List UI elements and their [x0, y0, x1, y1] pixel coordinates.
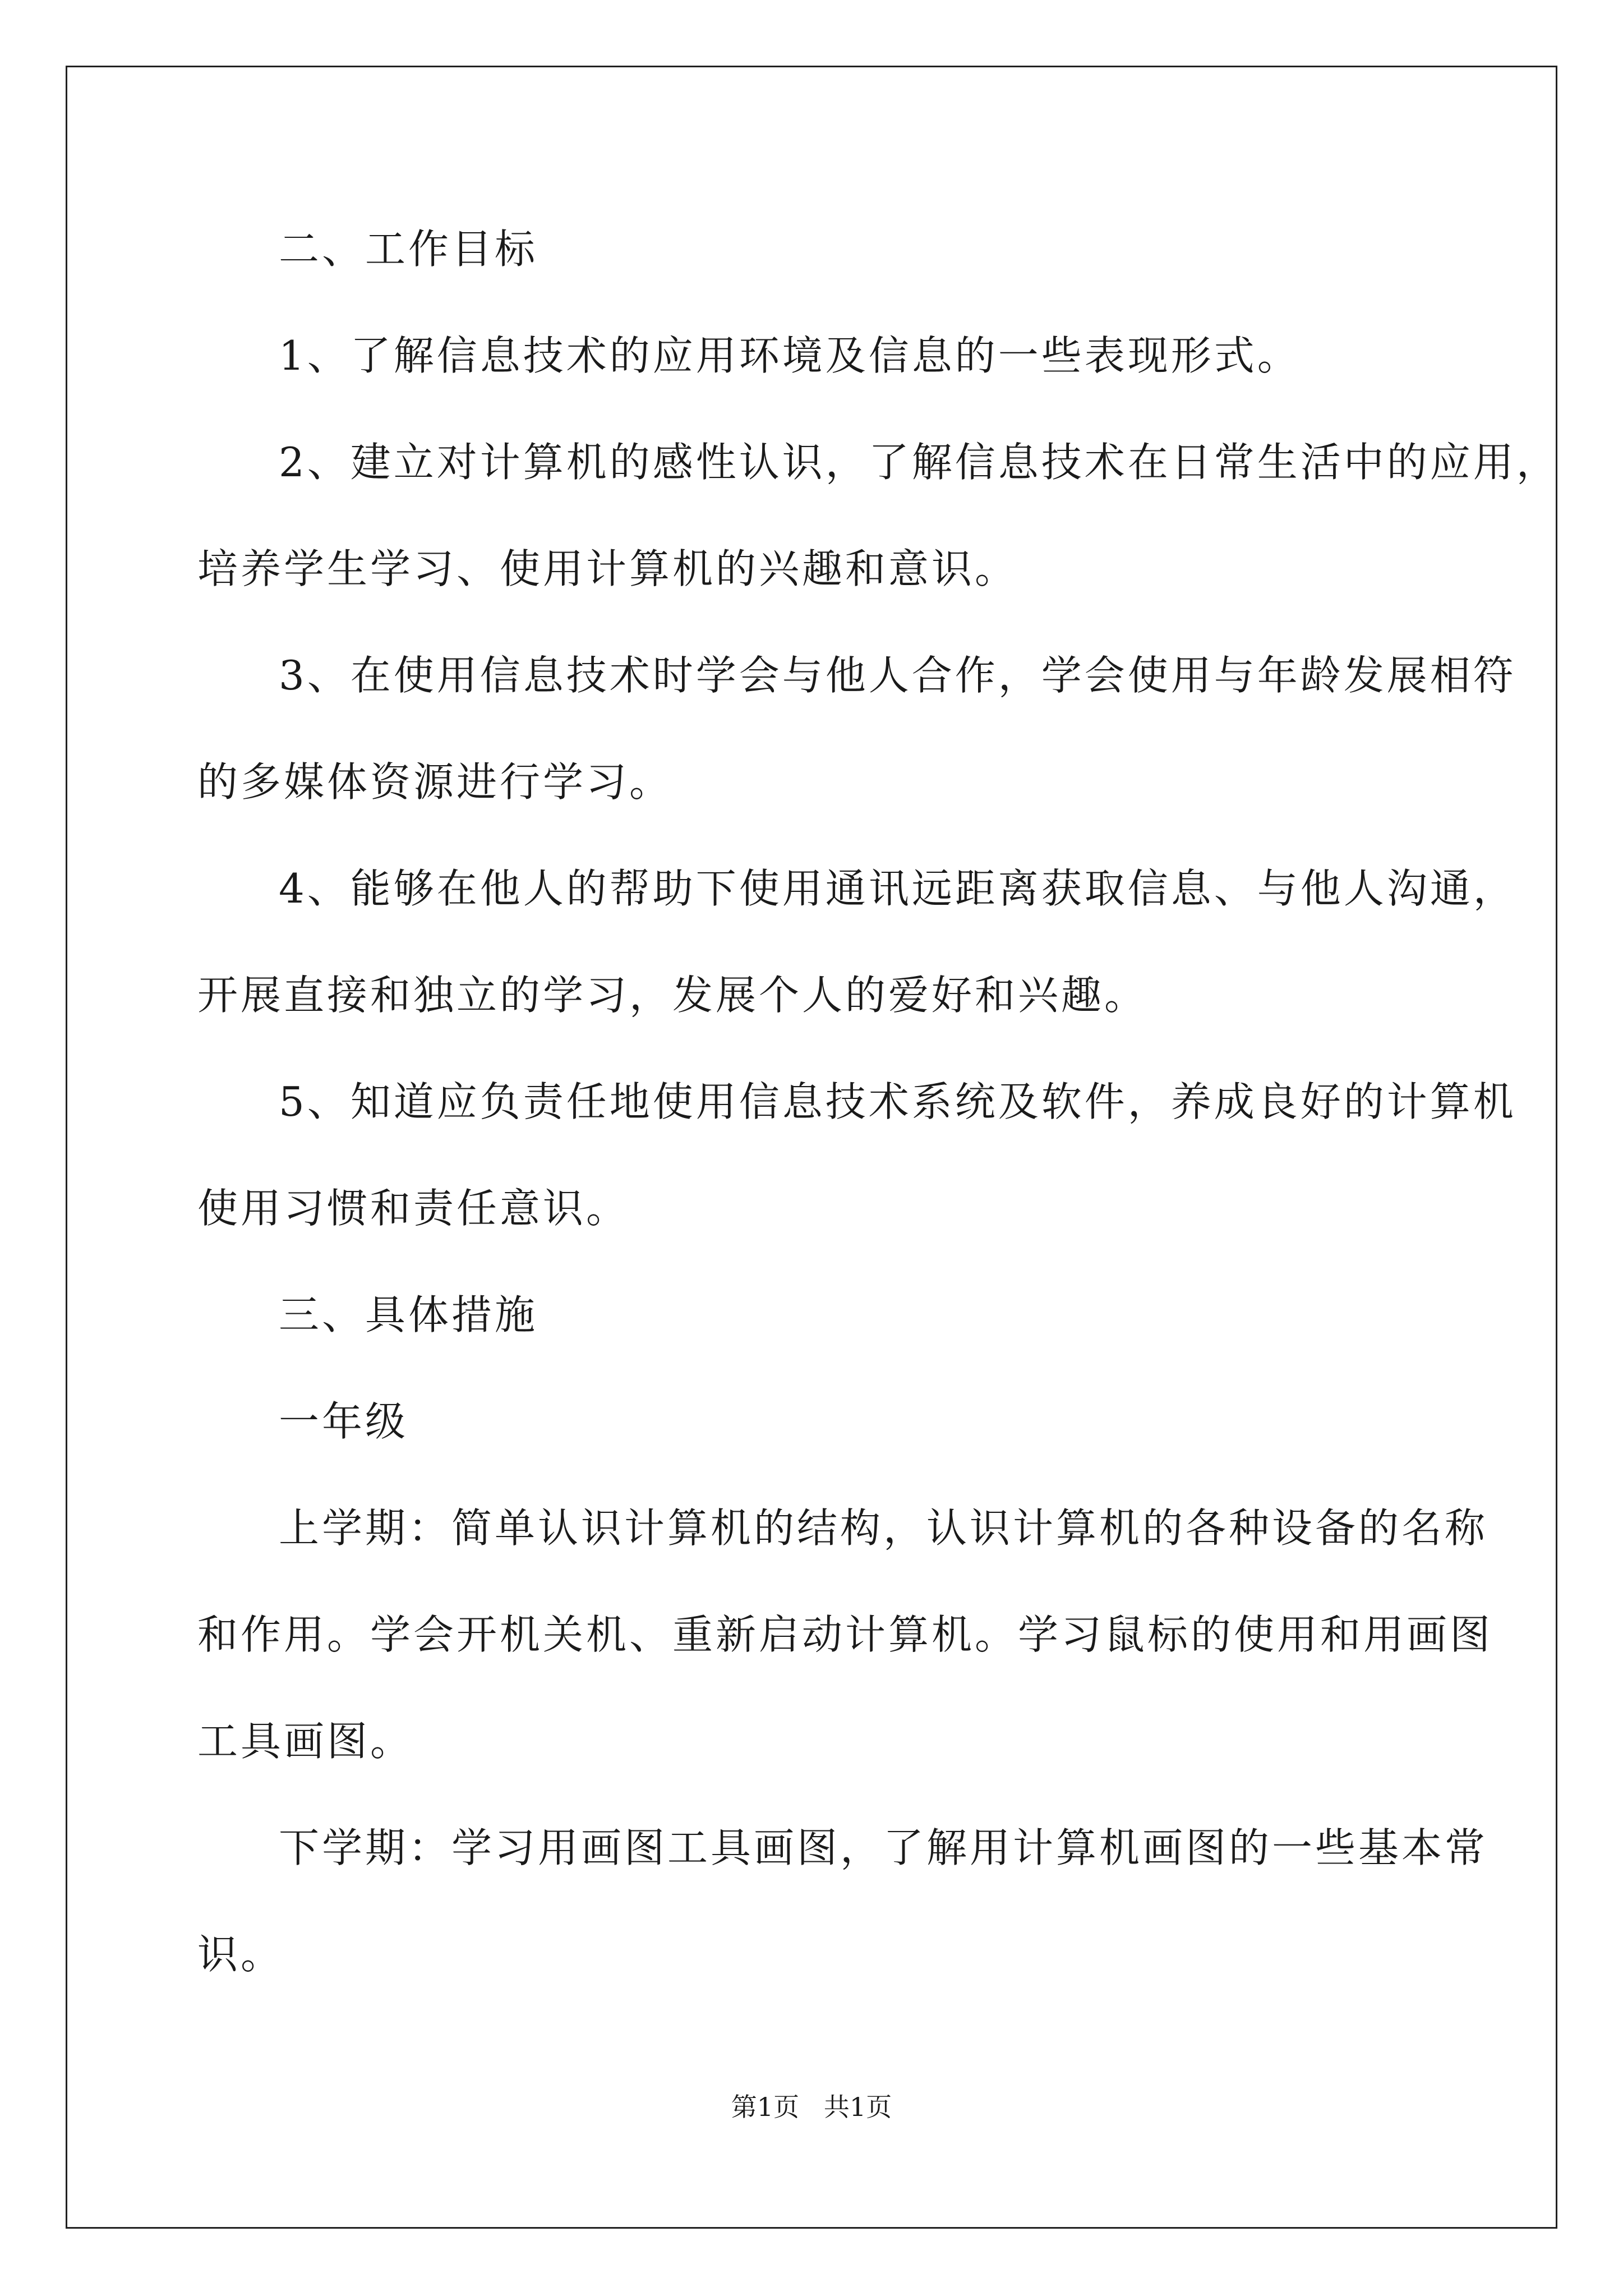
page-frame — [66, 66, 1557, 2229]
grade-one-heading: 一年级 — [279, 1398, 409, 1445]
first-term-line-3: 工具画图。 — [197, 1718, 414, 1765]
goal-2-line-1: 2、建立对计算机的感性认识，了解信息技术在日常生活中的应用， — [279, 439, 1560, 486]
goal-3-line-1: 3、在使用信息技术时学会与他人合作，学会使用与年龄发展相符 — [279, 652, 1516, 699]
goal-2-line-2: 培养学生学习、使用计算机的兴趣和意识。 — [197, 545, 1018, 592]
goal-4-line-1: 4、能够在他人的帮助下使用通讯远距离获取信息、与他人沟通， — [279, 865, 1516, 912]
goal-4-line-2: 开展直接和独立的学习，发展个人的爱好和兴趣。 — [197, 972, 1148, 1019]
goal-5-line-1: 5、知道应负责任地使用信息技术系统及软件，养成良好的计算机 — [279, 1078, 1516, 1125]
second-term-line-2: 识。 — [197, 1931, 284, 1978]
goal-3-line-2: 的多媒体资源进行学习。 — [197, 758, 673, 806]
first-term-line-2: 和作用。学会开机关机、重新启动计算机。学习鼠标的使用和用画图 — [197, 1611, 1493, 1658]
first-term-line-1: 上学期：简单认识计算机的结构，认识计算机的各种设备的名称 — [279, 1504, 1488, 1552]
goal-5-line-2: 使用习惯和责任意识。 — [197, 1185, 630, 1232]
page-number-footer: 第1页 共1页 — [731, 2092, 892, 2122]
goal-1: 1、了解信息技术的应用环境及信息的一些表现形式。 — [279, 332, 1301, 379]
second-term-line-1: 下学期：学习用画图工具画图，了解用计算机画图的一些基本常 — [279, 1824, 1488, 1871]
heading-work-goals: 二、工作目标 — [279, 226, 538, 273]
heading-measures: 三、具体措施 — [279, 1291, 538, 1338]
